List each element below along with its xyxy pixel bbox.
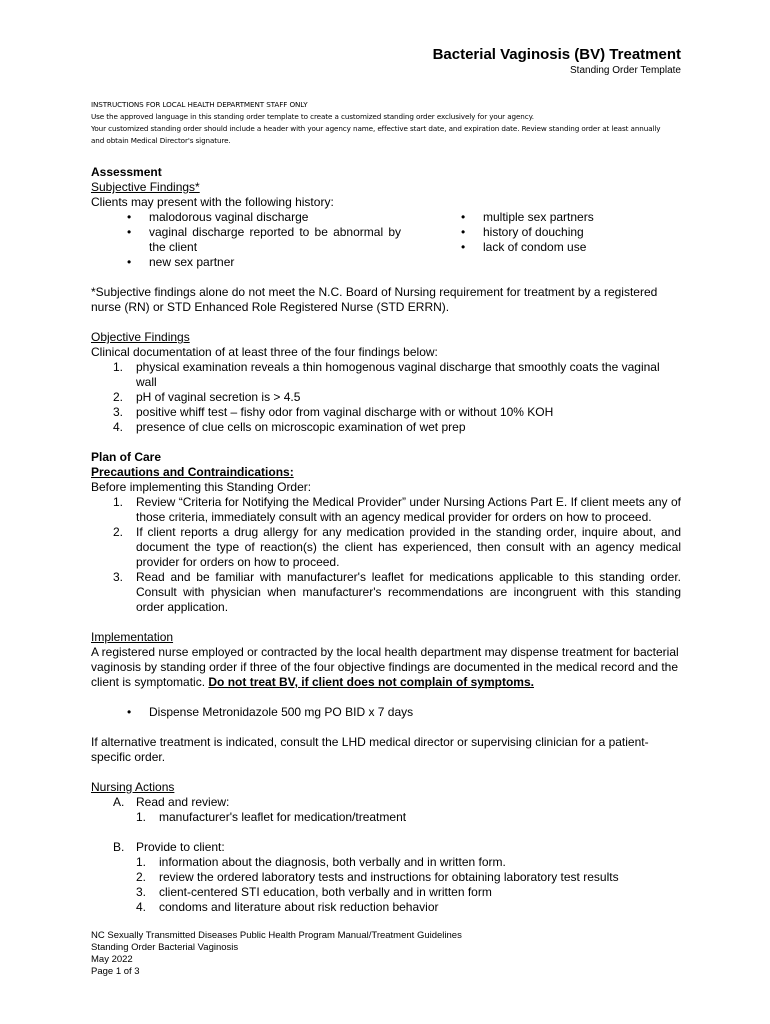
- plan-of-care-heading: Plan of Care: [91, 450, 162, 464]
- list-item: 1. manufacturer's leaflet for medication/treatment: [136, 810, 407, 824]
- instructions-line: Use the approved language in this standing order template to create a customized standing order exclusively for your agency.: [91, 112, 534, 121]
- list-item: 2. review the ordered laboratory tests and instructions for obtaining laboratory test results: [136, 870, 619, 884]
- list-item: 4. condoms and literature about risk reduction behavior: [136, 900, 439, 914]
- instructions-line: and obtain Medical Director's signature.: [91, 136, 231, 145]
- list-item: 1. information about the diagnosis, both verbally and in written form.: [136, 855, 506, 869]
- document-body: [91, 165, 681, 915]
- precautions-list: [91, 495, 681, 615]
- document-page: [91, 46, 681, 915]
- instructions-line: Your customized standing order should include a header with your agency name, effective start date, and expiration date. Review standing order at least annually: [91, 124, 661, 133]
- list-item: 1. Review “Criteria for Notifying the Medical Provider” under Nursing Actions Part E. If client meets any of those criteria, immediately consult with an agency medical provider for orders on how to proceed.: [113, 495, 681, 524]
- objective-intro: Clinical documentation of at least three of the four findings below:: [91, 345, 438, 359]
- list-item: 2. pH of vaginal secretion is > 4.5: [113, 390, 301, 404]
- instructions-line: INSTRUCTIONS FOR LOCAL HEALTH DEPARTMENT STAFF ONLY: [91, 100, 308, 109]
- document-title: Bacterial Vaginosis (BV) Treatment: [432, 46, 681, 63]
- page-number: Page 1 of 3: [91, 966, 140, 977]
- implementation-heading: Implementation: [91, 630, 174, 644]
- list-item: 4. presence of clue cells on microscopic examination of wet prep: [113, 420, 466, 434]
- list-item: 3. client-centered STI education, both verbally and in written form: [136, 885, 492, 899]
- nursing-section-a: A. Read and review:: [113, 795, 230, 809]
- list-item: 3. Read and be familiar with manufacturer's leaflet for medications applicable to this standing order. Consult with physician when manufacturer's recommendations are incongruent with this standing order application.: [113, 570, 681, 614]
- list-item: • malodorous vaginal discharge: [91, 210, 401, 225]
- document-subtitle: Standing Order Template: [570, 65, 681, 76]
- list-item: 1. physical examination reveals a thin homogenous vaginal discharge that smoothly coats the vaginal wall: [113, 360, 660, 389]
- section-a-list: [91, 810, 681, 825]
- list-item: • Dispense Metronidazole 500 mg PO BID x 7 days: [91, 705, 681, 720]
- footer-date: May 2022: [91, 954, 133, 965]
- objective-findings-list: [91, 360, 681, 435]
- footer-line: NC Sexually Transmitted Diseases Public Health Program Manual/Treatment Guidelines: [91, 930, 462, 941]
- subjective-note: *Subjective findings alone do not meet the N.C. Board of Nursing requirement for treatment by a registered nurse (RN) or STD Enhanced Role Registered Nurse (STD ERRN).: [91, 285, 658, 314]
- precautions-intro: Before implementing this Standing Order:: [91, 480, 312, 494]
- dispense-list: [91, 705, 681, 720]
- list-item: • history of douching: [425, 225, 681, 240]
- document-footer: [91, 930, 462, 978]
- subjective-intro: Clients may present with the following history:: [91, 195, 334, 209]
- staff-instructions: [91, 99, 681, 147]
- list-item: • new sex partner: [91, 255, 401, 270]
- footer-line: Standing Order Bacterial Vaginosis: [91, 942, 239, 953]
- nursing-section-b: B. Provide to client:: [113, 840, 225, 854]
- list-item: 2. If client reports a drug allergy for any medication provided in the standing order, inquire about, and document the type of reaction(s) the client has experienced, then consult with an agency medical provider for orders on how to proceed.: [113, 525, 681, 569]
- implementation-text: A registered nurse employed or contracted by the local health department may dispense treatment for bacterial vaginosis by standing order if three of the four objective findings are documented in the medical record and the client is symptomatic. Do not treat BV, if client does not complain of symptoms.: [91, 645, 679, 689]
- nursing-actions-heading: Nursing Actions: [91, 780, 175, 794]
- list-item: • lack of condom use: [425, 240, 681, 255]
- list-item: • multiple sex partners: [425, 210, 681, 225]
- assessment-heading: Assessment: [91, 165, 162, 179]
- subjective-findings-list: [91, 210, 681, 270]
- alternative-treatment-text: If alternative treatment is indicated, consult the LHD medical director or supervising clinician for a patient-specific order.: [91, 735, 649, 764]
- section-b-list: [91, 855, 681, 915]
- objective-findings-heading: Objective Findings: [91, 330, 190, 344]
- list-item: • vaginal discharge reported to be abnormal by the client: [91, 225, 401, 255]
- implementation-warning: Do not treat BV, if client does not complain of symptoms.: [208, 675, 534, 689]
- precautions-heading: Precautions and Contraindications:: [91, 465, 294, 479]
- list-item: 3. positive whiff test – fishy odor from vaginal discharge with or without 10% KOH: [113, 405, 554, 419]
- subjective-findings-heading: Subjective Findings*: [91, 180, 200, 194]
